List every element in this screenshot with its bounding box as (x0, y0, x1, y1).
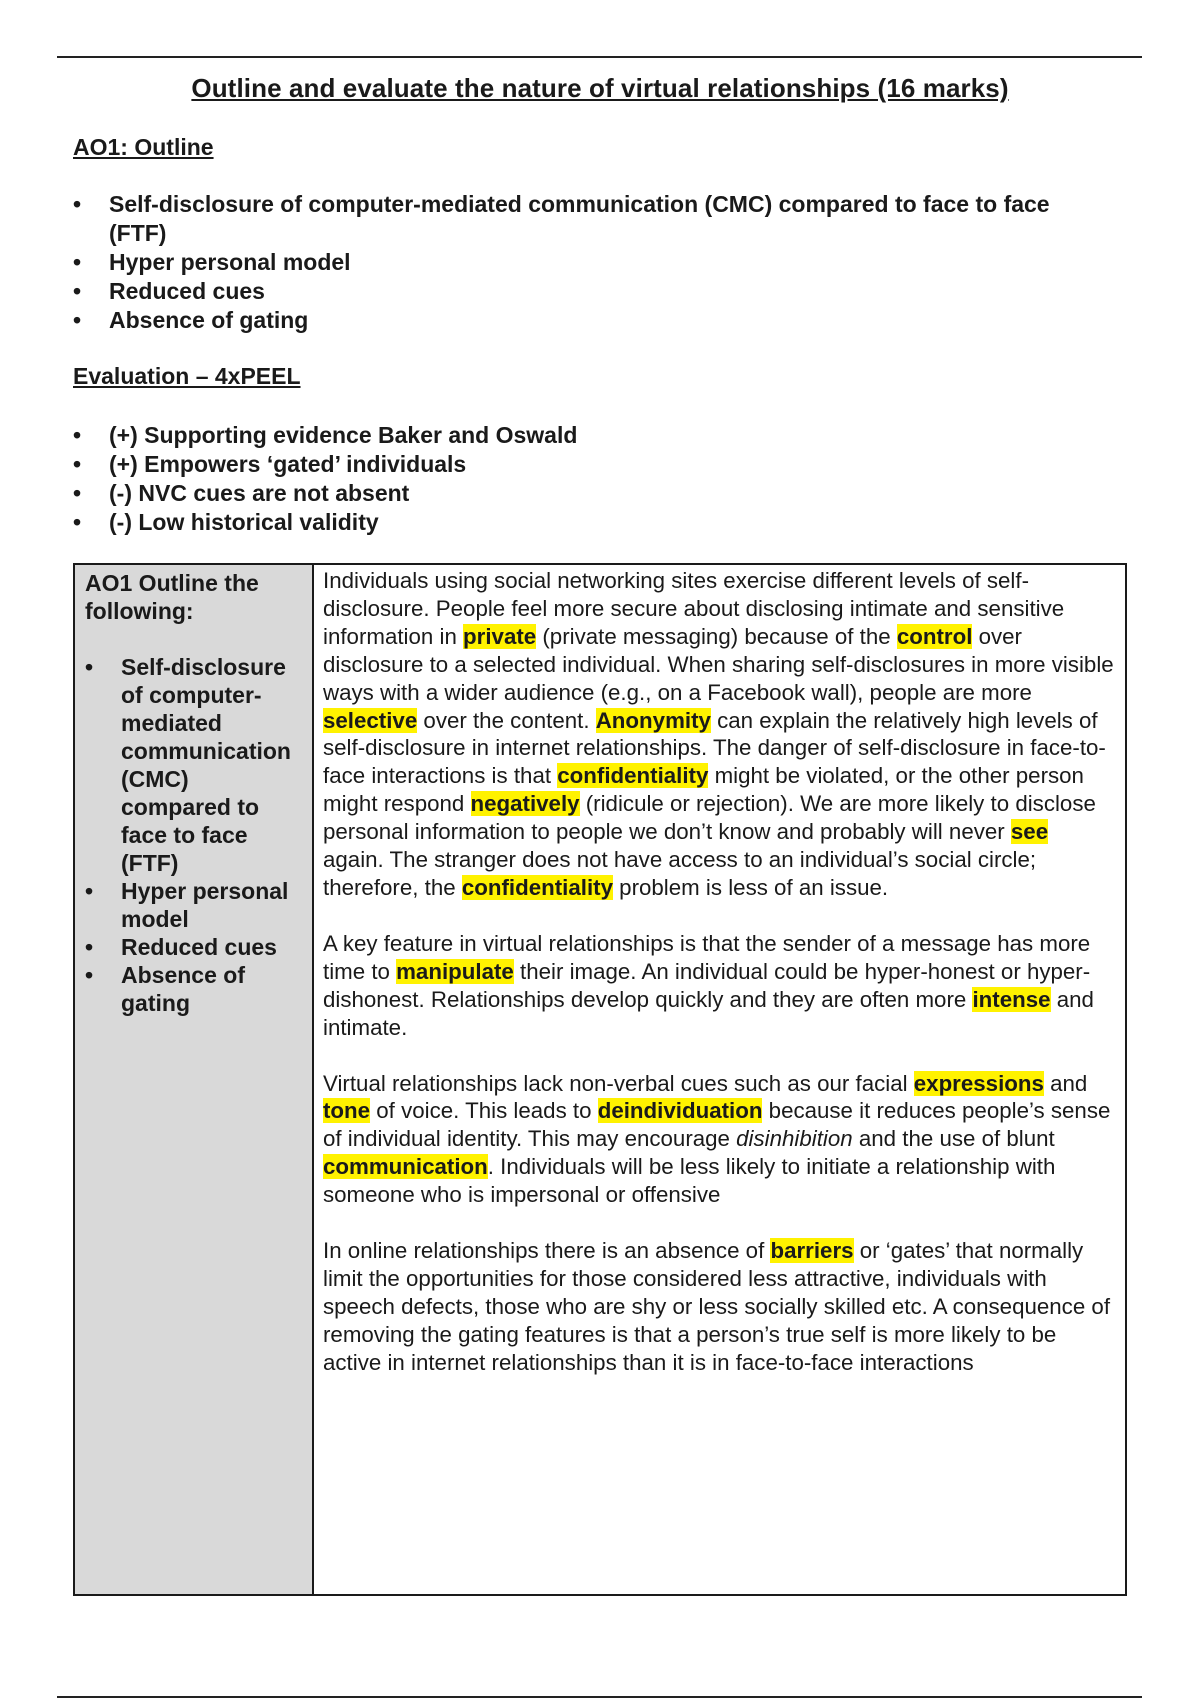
page-title: Outline and evaluate the nature of virtual relationships (16 marks) (191, 73, 1009, 103)
table-left-heading: AO1 Outline the following: (85, 570, 259, 624)
evaluation-list (73, 421, 1113, 537)
highlight-term: control (896, 623, 973, 649)
paragraph-self-disclosure: Individuals using social networking sites exercise different levels of self-disclosure. People feel more secure about disclosing intimate and sensitive information in private (private messaging) because of the control over disclosure to a selected individual. When sharing self-disclosures in more visible ways with a wider audience (e.g., on a Facebook wall), people are more selective over the content. Anonymity can explain the relatively high levels of self-disclosure in internet relationships. The danger of self-disclosure in face-to-face interactions is that confidentiality might be violated, or the other person might respond negatively (ridicule or rejection). We are more likely to disclose personal information to people we don’t know and probably will never see again. The stranger does not have access to an individual’s social circle; therefore, the confidentiality problem is less of an issue. (323, 568, 1114, 900)
highlight-term: private (463, 623, 537, 649)
list-item: • Hyper personal model (85, 877, 304, 933)
list-item: • Reduced cues (85, 933, 304, 961)
highlight-term: expressions (913, 1070, 1044, 1096)
highlight-term: see (1010, 819, 1049, 845)
evaluation-heading: Evaluation – 4xPEEL (73, 363, 301, 389)
highlight-term: Anonymity (595, 707, 711, 733)
ao1-heading: AO1: Outline (73, 134, 214, 160)
paragraph-hyperpersonal: A key feature in virtual relationships is that the sender of a message has more time to manipulate their image. An individual could be hyper-honest or hyper-dishonest. Relationships develop quickly and they are often more intense and intimate. (323, 930, 1094, 1040)
ao1-table (73, 563, 1127, 1596)
paragraph-gating: In online relationships there is an absence of barriers or ‘gates’ that normally limit the opportunities for those considered less attractive, individuals with speech defects, those who are shy or less socially skilled etc. A consequence of removing the gating features is that a person’s true self is more likely to be active in internet relationships than it is in face-to-face interactions (323, 1238, 1111, 1375)
list-item: • Absence of gating (73, 306, 1113, 335)
italic-term: disinhibition (736, 1126, 853, 1152)
list-item: • (-) Low historical validity (73, 508, 1113, 537)
list-item: • (+) Empowers ‘gated’ individuals (73, 450, 1113, 479)
highlight-term: negatively (470, 791, 580, 817)
highlight-term: communication (323, 1154, 488, 1180)
paragraph-reduced-cues: Virtual relationships lack non-verbal cues such as our facial expressions and tone of voice. This leads to deindividuation because it reduces people’s sense of individual identity. This may encourage disinhibition and the use of blunt communication. Individuals will be less likely to initiate a relationship with someone who is impersonal or offensive (323, 1070, 1111, 1208)
list-item: • Absence of gating (85, 961, 304, 1017)
highlight-term: deindividuation (597, 1098, 763, 1124)
highlight-term: barriers (770, 1238, 854, 1264)
ao1-list (73, 190, 1113, 335)
list-item: • Self-disclosure of computer-mediated communication (CMC) compared to face to face (FTF) (73, 190, 1113, 248)
highlight-term: confidentiality (461, 874, 613, 900)
highlight-term: manipulate (396, 958, 514, 984)
top-rule (57, 56, 1142, 58)
highlight-term: confidentiality (557, 763, 709, 789)
table-left-column (75, 565, 314, 1594)
list-item: • (-) NVC cues are not absent (73, 479, 1113, 508)
list-item: • (+) Supporting evidence Baker and Oswald (73, 421, 1113, 450)
highlight-term: tone (323, 1098, 371, 1124)
bottom-rule (57, 1696, 1142, 1698)
list-item: • Self-disclosure of computer-mediated communication (CMC) compared to face to face (FTF) (85, 653, 304, 877)
list-item: • Reduced cues (73, 277, 1113, 306)
table-left-list (85, 653, 304, 1017)
highlight-term: selective (323, 707, 418, 733)
list-item: • Hyper personal model (73, 248, 1113, 277)
highlight-term: intense (972, 986, 1051, 1012)
table-right-column (314, 565, 1125, 1594)
